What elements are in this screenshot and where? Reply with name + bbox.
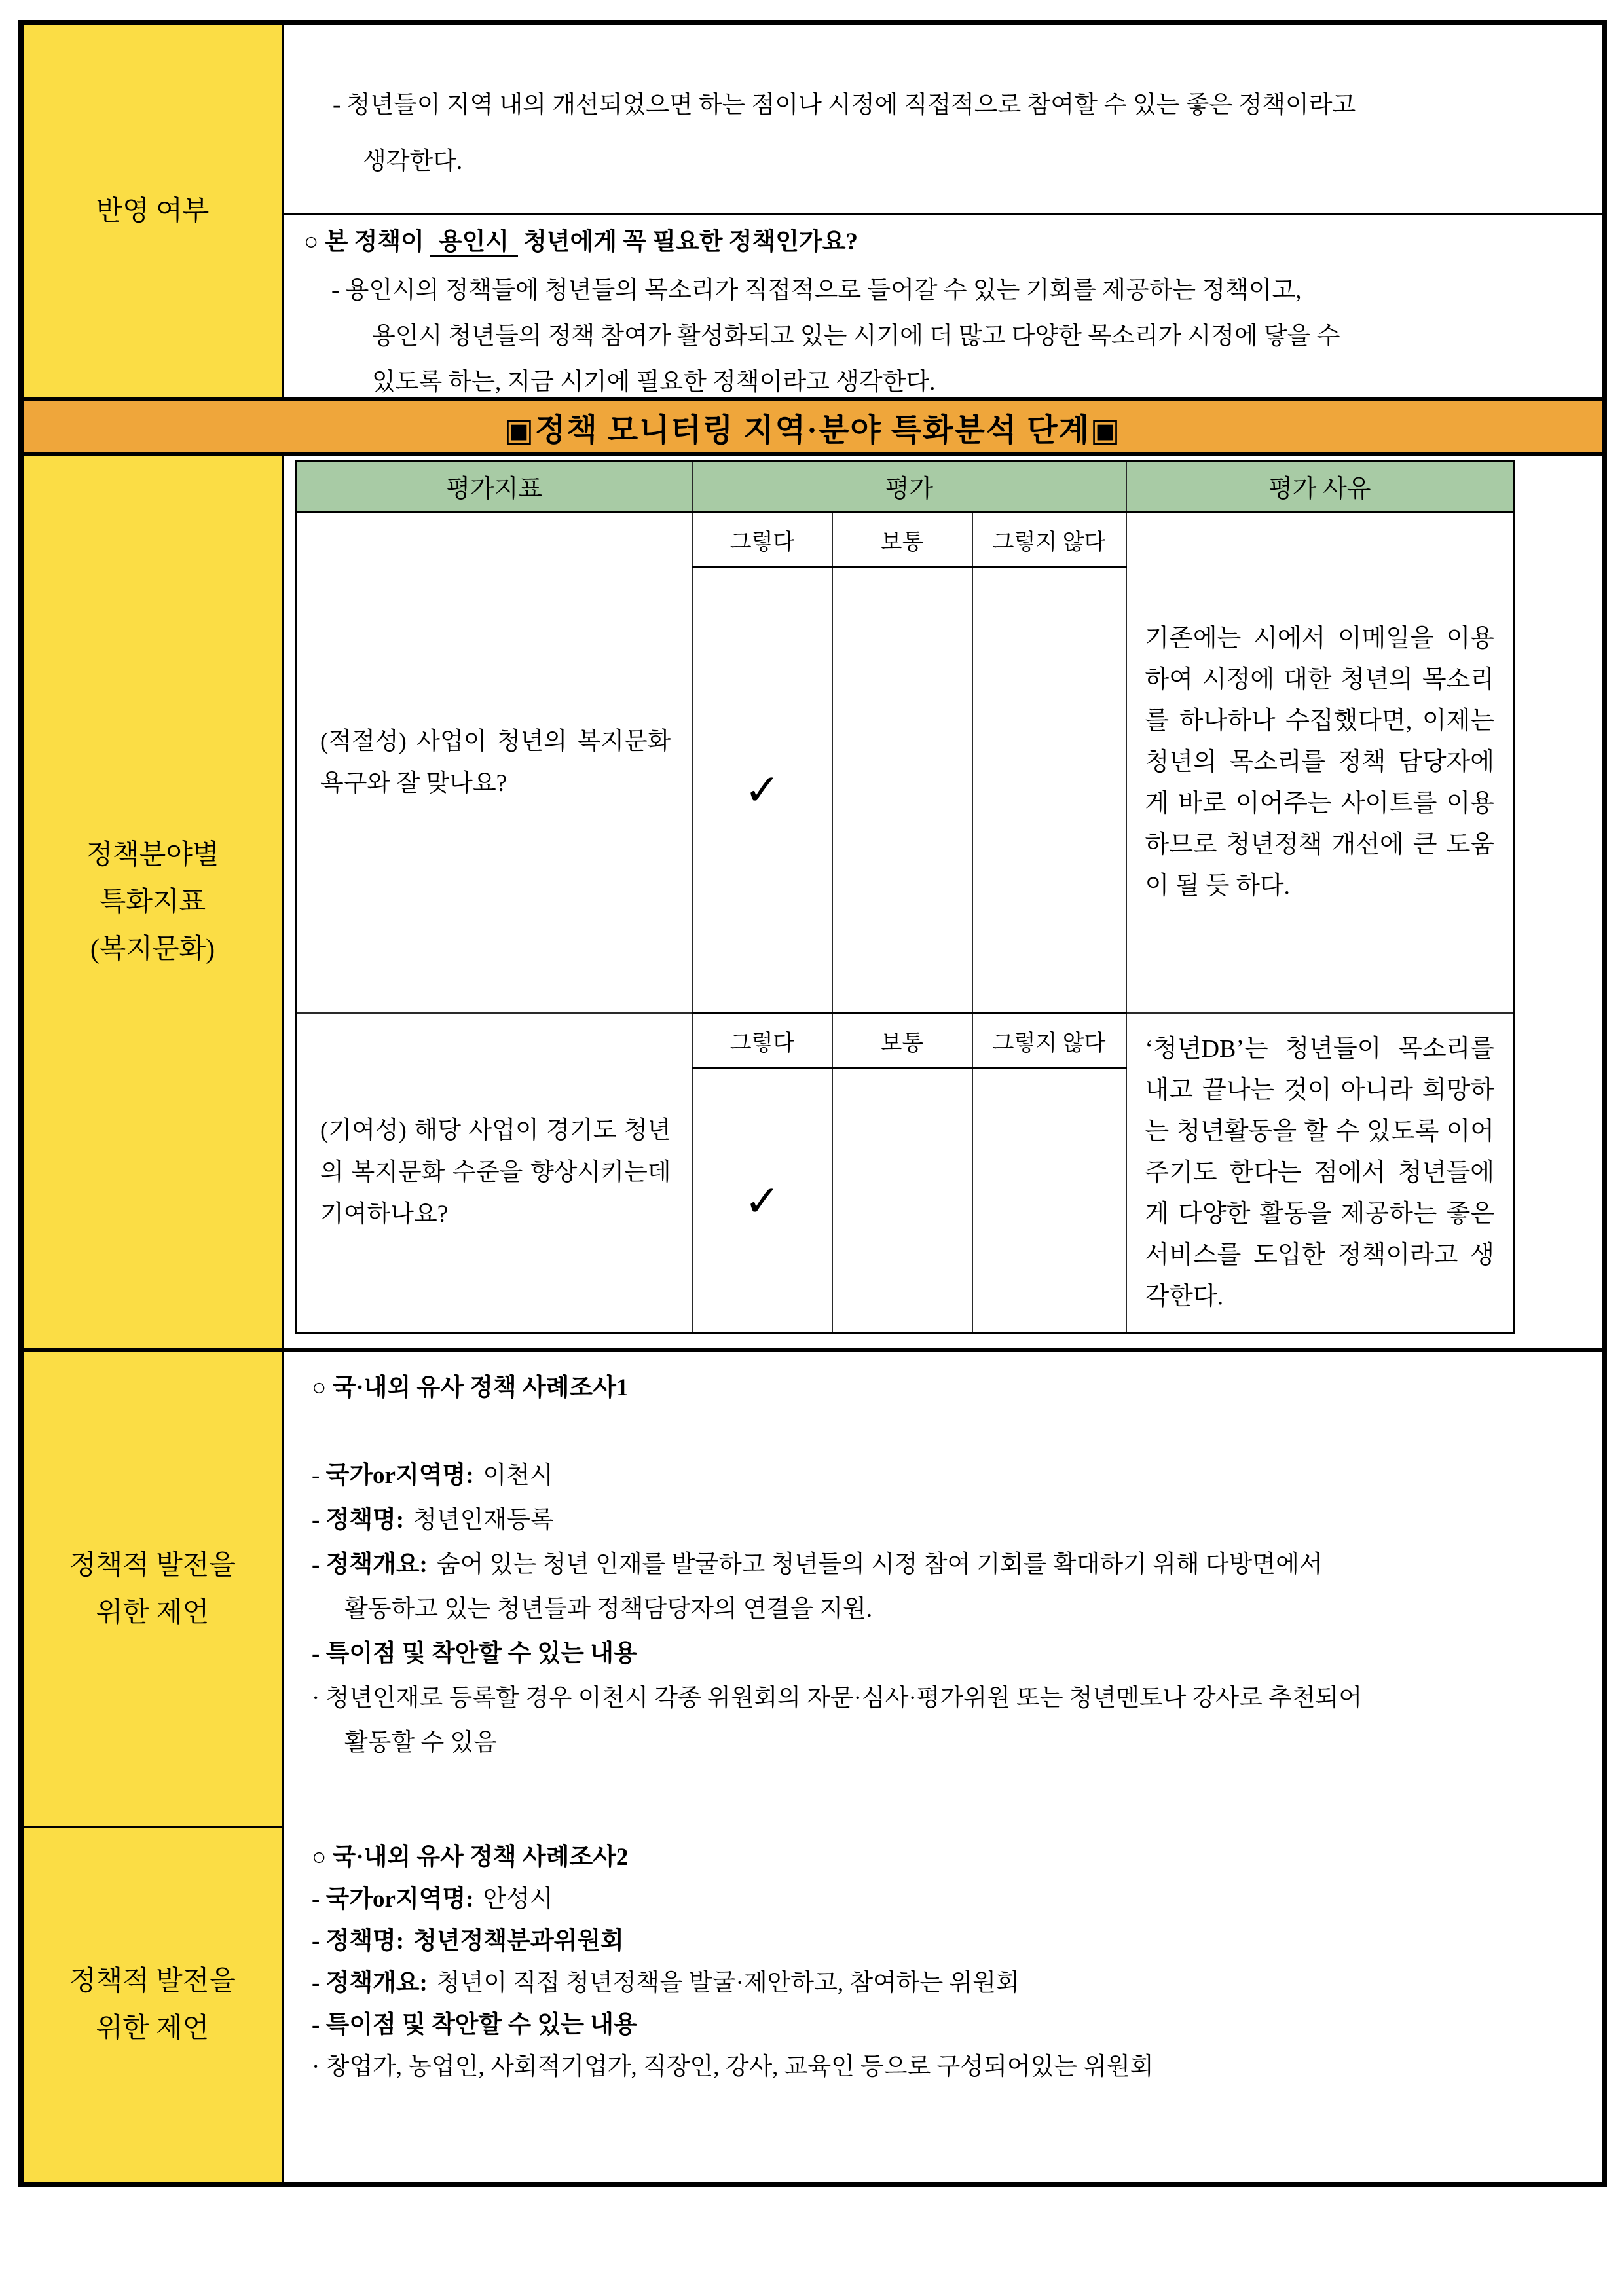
reason-text-2: ‘청년DB’는 청년들이 목소리를 내고 끝나는 것이 아니라 희망하는 청년활동을 할 수 있도록 이어주기도 한다는 점에서 청년들에게 다양한 활동을 제공하는 좋은 서비스를 도입한 정책이라고 생각한다.: [1145, 1035, 1494, 1310]
case1-policy-key: - 정책명:: [312, 1507, 405, 1533]
opinion-line-2: 생각한다.: [363, 148, 463, 175]
case2-highlight-key: - 특이점 및 착안할 수 있는 내용: [312, 2011, 637, 2038]
answer-line-2: 용인시 청년들의 정책 참여가 활성화되고 있는 시기에 더 많고 다양한 목소리가 시정에 닿을 수: [372, 323, 1340, 350]
checkmark-icon: ✓: [744, 764, 781, 815]
case1-overview-value: 숨어 있는 청년 인재를 발굴하고 청년들의 시정 참여 기회를 확대하기 위해 다방면에서: [436, 1551, 1323, 1578]
question-cell-2: [296, 1013, 693, 1334]
case1-title: ○ 국·내외 유사 정책 사례조사1: [312, 1374, 629, 1401]
suggestion1-label-2: 위한 제언: [96, 1597, 210, 1628]
indicators-label-2: 특화지표: [99, 887, 206, 917]
row-label-indicators: [24, 456, 284, 1348]
case1-overview: [312, 1550, 1569, 1580]
case2-policy-value: 청년정책분과위원회: [413, 1928, 624, 1955]
row-suggestion-2: [24, 1826, 1602, 2182]
case1-policy-value: 청년인재등록: [413, 1507, 554, 1533]
section-banner: [24, 397, 1602, 456]
case1-region-key: - 국가or지역명:: [312, 1462, 474, 1489]
row-special-indicators: [24, 456, 1602, 1348]
scale-neutral-1: 보통: [832, 512, 972, 568]
case-study-2: [284, 1826, 1602, 2182]
row-label-reflection: [24, 25, 284, 397]
indicators-label-3: (복지문화): [90, 934, 215, 964]
report-table: [18, 20, 1607, 2187]
case2-highlight-detail: · 창업가, 농업인, 사회적기업가, 직장인, 강사, 교육인 등으로 구성되어있는 위원회: [312, 2053, 1154, 2080]
scale-row-1: [296, 512, 1514, 568]
suggestion2-label-2: 위한 제언: [96, 2013, 210, 2044]
opinion-line-1: - 청년들이 지역 내의 개선되었으면 하는 점이나 시정에 직접적으로 참여할 수 있는 좋은 정책이라고: [333, 92, 1356, 119]
case2-region: [312, 1884, 1569, 1915]
checkmark-icon: ✓: [744, 1175, 781, 1226]
scale-neutral-2: 보통: [832, 1013, 972, 1069]
reason-cell-1: [1126, 512, 1514, 1013]
answer-line-3: 있도록 하는, 지금 시기에 필요한 정책이라고 생각한다.: [372, 369, 936, 395]
case2-title: ○ 국·내외 유사 정책 사례조사2: [312, 1844, 629, 1871]
suggestion1-label-1: 정책적 발전을: [69, 1550, 236, 1581]
case2-policy: [312, 1926, 1569, 1956]
case-study-1: [284, 1352, 1602, 1826]
banner-title: ▣정책 모니터링 지역·분야 특화분석 단계▣: [504, 413, 1122, 448]
indicators-label-1: 정책분야별: [86, 840, 219, 870]
case2-policy-key: - 정책명:: [312, 1928, 405, 1955]
case1-policy: [312, 1505, 1569, 1535]
reflection-content: [284, 25, 1602, 397]
header-reason: 평가 사유: [1126, 461, 1514, 512]
header-evaluation: 평가: [693, 461, 1126, 512]
answer-line-1: - 용인시의 정책들에 청년들의 목소리가 직접적으로 들어갈 수 있는 기회를 제공하는 정책이고,: [331, 277, 1302, 304]
case1-overview-key: - 정책개요:: [312, 1551, 428, 1578]
evaluation-header-row: [296, 461, 1514, 512]
scale-agree-1: 그렇다: [693, 512, 832, 568]
case1-region-value: 이천시: [483, 1462, 553, 1489]
header-indicator: 평가지표: [296, 461, 693, 512]
row-label-suggestion-2: [24, 1826, 284, 2182]
evaluation-table: [295, 460, 1515, 1334]
case2-region-key: - 국가or지역명:: [312, 1886, 474, 1913]
case2-overview: [312, 1968, 1569, 1998]
check-cell-neutral-1: [832, 568, 972, 1013]
case1-region: [312, 1461, 1569, 1491]
case2-overview-value: 청년이 직접 청년정책을 발굴·제안하고, 참여하는 위원회: [436, 1970, 1020, 1996]
check-cell-agree-1: [693, 568, 832, 1013]
row-label-text: 반영 여부: [96, 196, 210, 227]
check-cell-neutral-2: [832, 1069, 972, 1334]
check-cell-disagree-2: [972, 1069, 1126, 1334]
case1-highlight-detail: · 청년인재로 등록할 경우 이천시 각종 위원회의 자문·심사·평가위원 또는 청년멘토나 강사로 추천되어: [312, 1685, 1363, 1712]
case1-overview-cont: 활동하고 있는 청년들과 정책담당자의 연결을 지원.: [344, 1596, 873, 1623]
case1-highlight-cont: 활동할 수 있음: [344, 1729, 497, 1756]
reason-text-1: 기존에는 시에서 이메일을 이용하여 시정에 대한 청년의 목소리를 하나하나 수집했다면, 이제는 청년의 목소리를 정책 담당자에게 바로 이어주는 사이트를 이용하므로 청년정책 개선에 큰 도움이 될 듯 하다.: [1145, 625, 1494, 900]
check-cell-agree-2: [693, 1069, 832, 1334]
reason-cell-2: [1126, 1013, 1514, 1334]
question-prefix: ○ 본 정책이: [304, 229, 424, 255]
question-line: [304, 227, 1569, 257]
scale-row-2: [296, 1013, 1514, 1069]
row-label-suggestion-1: [24, 1352, 284, 1826]
reflection-opinion: [284, 25, 1602, 215]
case1-highlight-key: - 특이점 및 착안할 수 있는 내용: [312, 1640, 637, 1667]
row-suggestion-1: [24, 1348, 1602, 1826]
case2-overview-key: - 정책개요:: [312, 1970, 428, 1996]
case2-region-value: 안성시: [483, 1886, 553, 1913]
suggestion2-label-1: 정책적 발전을: [69, 1966, 236, 1996]
question-text-1: (적절성) 사업이 청년의 복지문화 욕구와 잘 맞나요?: [320, 727, 671, 797]
scale-disagree-1: 그렇지 않다: [972, 512, 1126, 568]
reflection-question-block: [284, 215, 1602, 397]
question-text-2: (기여성) 해당 사업이 경기도 청년의 복지문화 수준을 향상시키는데 기여하나요?: [320, 1117, 671, 1228]
city-underlined: 용인시: [430, 229, 518, 257]
row-reflection: [24, 25, 1602, 397]
scale-disagree-2: 그렇지 않다: [972, 1013, 1126, 1069]
scale-agree-2: 그렇다: [693, 1013, 832, 1069]
question-suffix: 청년에게 꼭 필요한 정책인가요?: [523, 229, 858, 255]
question-cell-1: [296, 512, 693, 1013]
check-cell-disagree-1: [972, 568, 1126, 1013]
indicators-content: [284, 456, 1602, 1348]
